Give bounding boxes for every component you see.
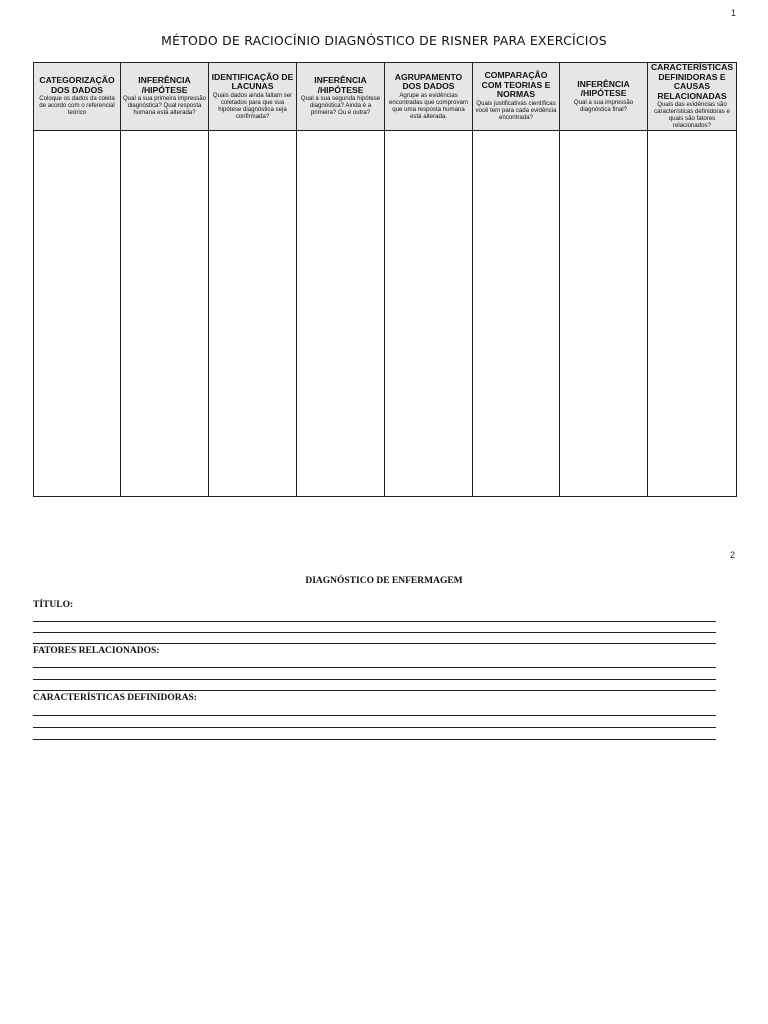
nursing-diagnosis-title: DIAGNÓSTICO DE ENFERMAGEM — [305, 576, 463, 586]
page-title: MÉTODO DE RACIOCÍNIO DIAGNÓSTICO DE RISNER PARA EXERCÍCIOS — [161, 33, 607, 48]
column-title: CATEGORIZAÇÃO DOS DADOS — [39, 75, 115, 95]
table-header-row — [34, 63, 737, 131]
table-cell[interactable] — [385, 131, 473, 497]
table-row — [34, 131, 737, 497]
page-number-2: 2 — [730, 550, 736, 560]
column-description: Quais justificativas científicas você tem para cada evidência encontrada? — [475, 100, 557, 121]
column-header-categorizacao — [34, 63, 121, 131]
column-header-comparacao — [473, 63, 560, 131]
column-title: COMPARAÇÃO COM TEORIAS E NORMAS — [481, 70, 551, 100]
column-header-lacunas — [209, 63, 297, 131]
caracteristicas-line[interactable] — [33, 739, 716, 740]
column-header-agrupamento — [385, 63, 473, 131]
titulo-line[interactable] — [33, 643, 716, 644]
column-title: INFERÊNCIA /HIPÓTESE — [314, 75, 367, 95]
caracteristicas-definidoras-label: CARACTERÍSTICAS DEFINIDORAS: — [33, 693, 197, 703]
column-description: Coloque os dados da coleta de acordo com o referencial teórico — [39, 95, 115, 117]
table-cell[interactable] — [560, 131, 648, 497]
column-description: Quais dados ainda faltam ser coletados para que sua hipótese diagnóstica seja confirmada? — [212, 91, 293, 120]
column-description: Qual a sua segunda hipótese diagnóstica? Ainda é a primeira? Ou é outra? — [300, 95, 381, 117]
caracteristicas-line[interactable] — [33, 727, 716, 728]
column-title: AGRUPAMENTO DOS DADOS — [394, 71, 463, 92]
page-number-1: 1 — [731, 8, 737, 18]
column-description: Quais das evidências são características definidoras e quais são fatores relacionados? — [654, 101, 730, 130]
column-header-inferencia-2 — [297, 63, 385, 131]
titulo-label: TÍTULO: — [33, 600, 74, 610]
column-title: INFERÊNCIA /HIPÓTESE — [577, 78, 630, 99]
column-title: INFERÊNCIA /HIPÓTESE — [138, 75, 191, 95]
risner-method-table — [33, 62, 737, 497]
fatores-relacionados-label: FATORES RELACIONADOS: — [33, 646, 160, 656]
column-header-inferencia-3 — [560, 63, 648, 131]
column-title: IDENTIFICAÇÃO DE LACUNAS — [211, 71, 294, 92]
table-cell[interactable] — [121, 131, 209, 497]
table-cell[interactable] — [473, 131, 560, 497]
titulo-line[interactable] — [33, 621, 716, 622]
titulo-line[interactable] — [33, 632, 716, 633]
table-cell[interactable] — [209, 131, 297, 497]
table-cell[interactable] — [34, 131, 121, 497]
column-title: CARACTERÍSTICAS DEFINIDORAS E CAUSAS RELACIONADAS — [650, 62, 734, 101]
fatores-line[interactable] — [33, 690, 716, 691]
column-description: Qual a sua primeira impressão diagnóstica? Qual resposta humana está alterada? — [123, 95, 206, 117]
fatores-line[interactable] — [33, 667, 716, 668]
fatores-line[interactable] — [33, 679, 716, 680]
caracteristicas-line[interactable] — [33, 715, 716, 716]
column-header-inferencia-1 — [121, 63, 209, 131]
column-description: Agrupe as evidências encontradas que comprovam que uma resposta humana está alterada. — [389, 91, 468, 120]
column-description: Qual a sua impressão diagnóstica final? — [573, 98, 634, 113]
table-cell[interactable] — [648, 131, 737, 497]
column-header-caracteristicas — [648, 63, 737, 131]
table-cell[interactable] — [297, 131, 385, 497]
